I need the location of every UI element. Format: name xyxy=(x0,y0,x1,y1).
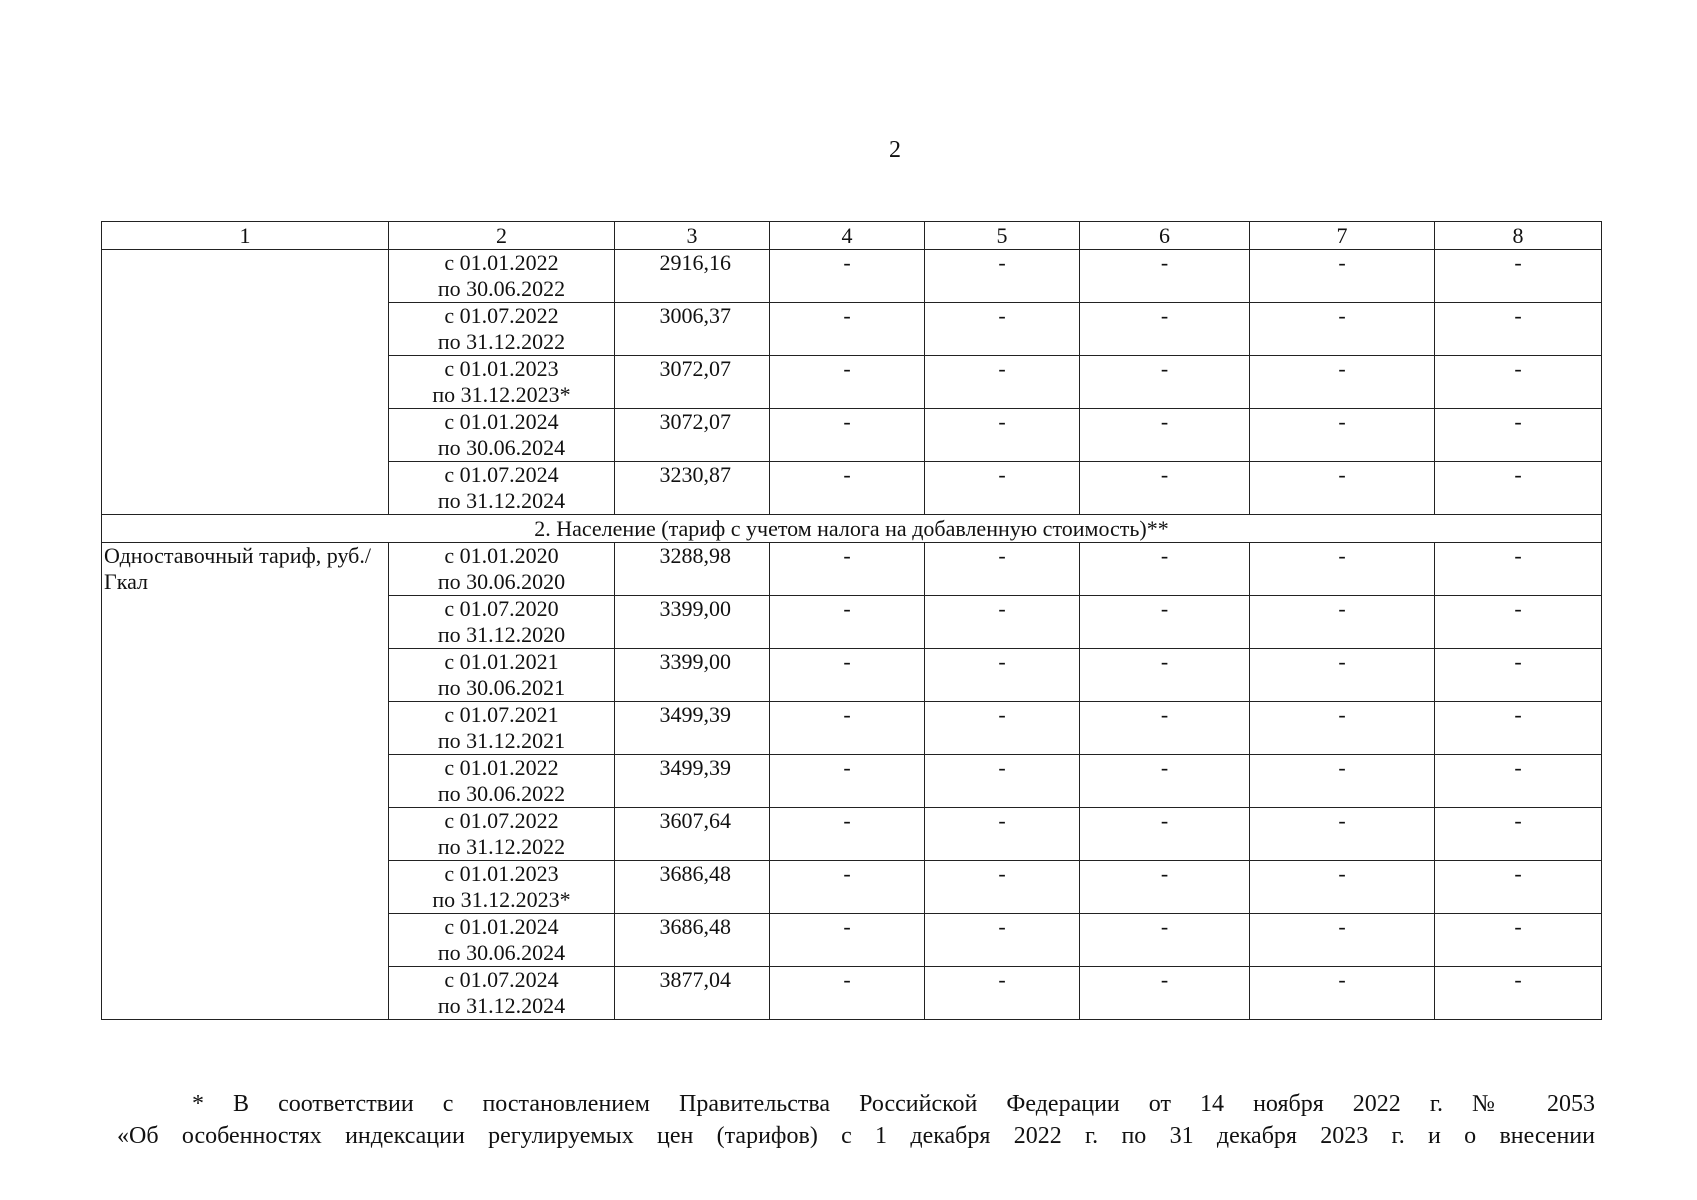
period-cell xyxy=(389,914,615,967)
dash-cell: - xyxy=(770,914,925,967)
dash-cell: - xyxy=(1435,596,1602,649)
period-from: с 01.01.2021 xyxy=(444,649,559,674)
dash-cell: - xyxy=(1080,356,1250,409)
dash-cell: - xyxy=(1080,967,1250,1020)
period-cell xyxy=(389,967,615,1020)
dash-cell: - xyxy=(1435,702,1602,755)
dash-cell: - xyxy=(1080,596,1250,649)
dash-cell: - xyxy=(1250,462,1435,515)
dash-cell: - xyxy=(1250,702,1435,755)
period-from: с 01.07.2020 xyxy=(444,596,559,621)
dash-cell: - xyxy=(770,303,925,356)
page-number: 2 xyxy=(889,137,901,163)
column-header-6: 6 xyxy=(1080,222,1250,250)
period-cell xyxy=(389,702,615,755)
dash-cell: - xyxy=(1080,250,1250,303)
tariff-value: 3288,98 xyxy=(615,543,770,596)
dash-cell: - xyxy=(1435,861,1602,914)
period-cell xyxy=(389,861,615,914)
period-from: с 01.01.2024 xyxy=(444,409,559,434)
period-cell xyxy=(389,409,615,462)
period-cell xyxy=(389,303,615,356)
dash-cell: - xyxy=(1080,702,1250,755)
period-to: по 31.12.2023* xyxy=(432,887,571,912)
section-title: 2. Население (тариф с учетом налога на добавленную стоимость)** xyxy=(102,515,1602,543)
dash-cell: - xyxy=(1250,303,1435,356)
tariff-value: 3072,07 xyxy=(615,409,770,462)
footnote xyxy=(117,1088,1595,1152)
header-row xyxy=(102,222,1602,250)
period-from: с 01.07.2024 xyxy=(444,462,559,487)
dash-cell: - xyxy=(1435,543,1602,596)
dash-cell: - xyxy=(770,409,925,462)
dash-cell: - xyxy=(1250,649,1435,702)
dash-cell: - xyxy=(925,409,1080,462)
period-cell xyxy=(389,649,615,702)
dash-cell: - xyxy=(1250,356,1435,409)
column-header-2: 2 xyxy=(389,222,615,250)
period-from: с 01.07.2022 xyxy=(444,303,559,328)
period-to: по 30.06.2024 xyxy=(437,940,566,965)
dash-cell: - xyxy=(1080,462,1250,515)
period-to: по 30.06.2022 xyxy=(437,781,566,806)
period-from: с 01.07.2022 xyxy=(444,808,559,833)
period-cell xyxy=(389,808,615,861)
dash-cell: - xyxy=(770,250,925,303)
dash-cell: - xyxy=(925,649,1080,702)
period-cell xyxy=(389,543,615,596)
tariff-value: 2916,16 xyxy=(615,250,770,303)
tariff-value: 3399,00 xyxy=(615,596,770,649)
dash-cell: - xyxy=(1250,967,1435,1020)
period-to: по 30.06.2022 xyxy=(437,276,566,301)
dash-cell: - xyxy=(1080,303,1250,356)
tariff-value: 3072,07 xyxy=(615,356,770,409)
dash-cell: - xyxy=(770,808,925,861)
dash-cell: - xyxy=(770,356,925,409)
dash-cell: - xyxy=(1080,755,1250,808)
dash-cell: - xyxy=(925,462,1080,515)
period-from: с 01.01.2024 xyxy=(444,914,559,939)
section-heading-row xyxy=(102,515,1602,543)
dash-cell: - xyxy=(1435,303,1602,356)
dash-cell: - xyxy=(925,914,1080,967)
period-to: по 30.06.2024 xyxy=(437,435,566,460)
period-to: по 30.06.2021 xyxy=(437,675,566,700)
tariff-value: 3399,00 xyxy=(615,649,770,702)
dash-cell: - xyxy=(1250,914,1435,967)
period-to: по 31.12.2021 xyxy=(437,728,566,753)
period-cell xyxy=(389,250,615,303)
dash-cell: - xyxy=(770,755,925,808)
footnote-line: * В соответствии с постановлением Правительства Российской Федерации от 14 ноября 2022 г. № 2053 xyxy=(192,1091,1595,1117)
period-from: с 01.07.2024 xyxy=(444,967,559,992)
tariff-table xyxy=(101,221,1602,1020)
dash-cell: - xyxy=(925,250,1080,303)
period-to: по 31.12.2023* xyxy=(432,382,571,407)
dash-cell: - xyxy=(1080,543,1250,596)
dash-cell: - xyxy=(1435,649,1602,702)
tariff-value: 3499,39 xyxy=(615,755,770,808)
period-to: по 31.12.2020 xyxy=(437,622,566,647)
tariff-type-label: Одноставочный тариф, руб./Гкал xyxy=(102,543,389,1020)
dash-cell: - xyxy=(1080,808,1250,861)
dash-cell: - xyxy=(1435,356,1602,409)
dash-cell: - xyxy=(1250,543,1435,596)
column-header-8: 8 xyxy=(1435,222,1602,250)
period-from: с 01.01.2022 xyxy=(444,250,559,275)
group1-label-cell xyxy=(102,250,389,515)
period-cell xyxy=(389,462,615,515)
period-cell xyxy=(389,596,615,649)
dash-cell: - xyxy=(770,967,925,1020)
tariff-value: 3499,39 xyxy=(615,702,770,755)
column-header-7: 7 xyxy=(1250,222,1435,250)
dash-cell: - xyxy=(925,596,1080,649)
period-to: по 31.12.2024 xyxy=(437,488,566,513)
dash-cell: - xyxy=(925,861,1080,914)
tariff-value: 3686,48 xyxy=(615,861,770,914)
dash-cell: - xyxy=(1080,914,1250,967)
tariff-value: 3877,04 xyxy=(615,967,770,1020)
column-header-1: 1 xyxy=(102,222,389,250)
period-from: с 01.01.2023 xyxy=(444,861,559,886)
dash-cell: - xyxy=(770,702,925,755)
dash-cell: - xyxy=(1250,808,1435,861)
dash-cell: - xyxy=(1250,250,1435,303)
dash-cell: - xyxy=(770,861,925,914)
dash-cell: - xyxy=(1080,861,1250,914)
table-row xyxy=(102,543,1602,596)
dash-cell: - xyxy=(1435,409,1602,462)
period-cell xyxy=(389,356,615,409)
dash-cell: - xyxy=(1250,409,1435,462)
dash-cell: - xyxy=(925,702,1080,755)
dash-cell: - xyxy=(770,543,925,596)
dash-cell: - xyxy=(1080,409,1250,462)
tariff-value: 3686,48 xyxy=(615,914,770,967)
dash-cell: - xyxy=(925,543,1080,596)
dash-cell: - xyxy=(925,808,1080,861)
period-cell xyxy=(389,755,615,808)
period-from: с 01.01.2020 xyxy=(444,543,559,568)
dash-cell: - xyxy=(1250,755,1435,808)
dash-cell: - xyxy=(770,596,925,649)
dash-cell: - xyxy=(925,755,1080,808)
dash-cell: - xyxy=(1435,250,1602,303)
tariff-value: 3607,64 xyxy=(615,808,770,861)
dash-cell: - xyxy=(1435,808,1602,861)
footnote-line: «Об особенностях индексации регулируемых цен (тарифов) с 1 декабря 2022 г. по 31 декабря 2023 г. и о внесении xyxy=(117,1123,1595,1149)
period-to: по 31.12.2022 xyxy=(437,329,566,354)
period-from: с 01.01.2023 xyxy=(444,356,559,381)
dash-cell: - xyxy=(1435,967,1602,1020)
period-to: по 31.12.2024 xyxy=(437,993,566,1018)
period-to: по 31.12.2022 xyxy=(437,834,566,859)
dash-cell: - xyxy=(1435,462,1602,515)
table-row xyxy=(102,250,1602,303)
tariff-value: 3230,87 xyxy=(615,462,770,515)
period-from: с 01.01.2022 xyxy=(444,755,559,780)
dash-cell: - xyxy=(1435,914,1602,967)
dash-cell: - xyxy=(1250,596,1435,649)
column-header-4: 4 xyxy=(770,222,925,250)
dash-cell: - xyxy=(1080,649,1250,702)
dash-cell: - xyxy=(925,303,1080,356)
dash-cell: - xyxy=(770,462,925,515)
column-header-5: 5 xyxy=(925,222,1080,250)
period-to: по 30.06.2020 xyxy=(437,569,566,594)
dash-cell: - xyxy=(770,649,925,702)
period-from: с 01.07.2021 xyxy=(444,702,559,727)
tariff-value: 3006,37 xyxy=(615,303,770,356)
column-header-3: 3 xyxy=(615,222,770,250)
dash-cell: - xyxy=(925,356,1080,409)
dash-cell: - xyxy=(925,967,1080,1020)
dash-cell: - xyxy=(1435,755,1602,808)
dash-cell: - xyxy=(1250,861,1435,914)
